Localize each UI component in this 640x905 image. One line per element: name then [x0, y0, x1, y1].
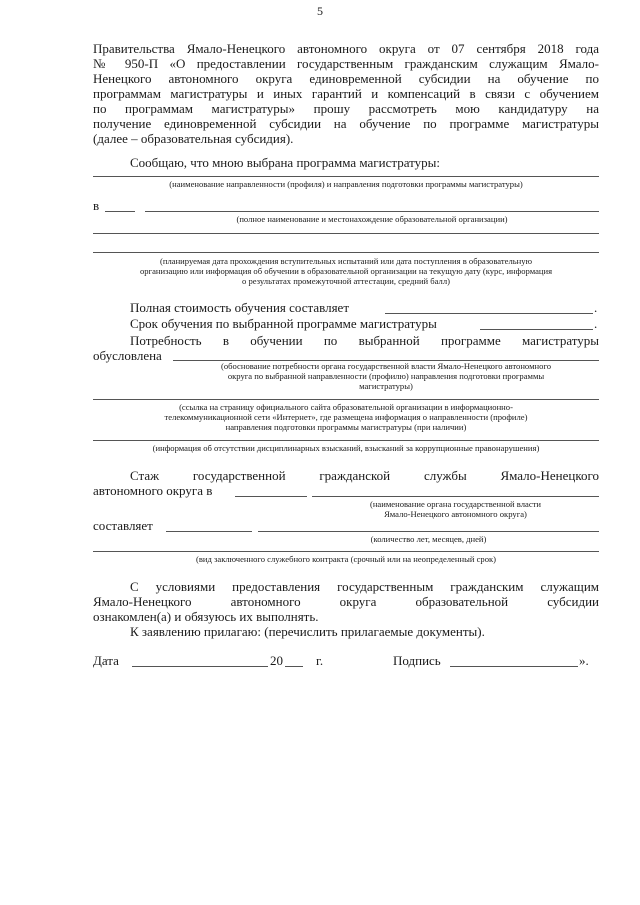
- intro-line: № 950-П «О предоставлении государственным гражданским служащим Ямало-: [93, 56, 599, 71]
- full-cost-label: Полная стоимость обучения составляет: [130, 300, 350, 315]
- caption-dates: организацию или информация об обучении в образовательной организации на текущую дату (курс, информация: [139, 266, 553, 276]
- cost-period: .: [594, 300, 598, 315]
- conditions-line: С условиями предоставления государственным гражданским служащим: [130, 579, 599, 594]
- attach-line: К заявлению прилагаю: (перечислить прилагаемые документы).: [130, 624, 485, 639]
- direction-field-line[interactable]: [93, 176, 599, 177]
- stazh-line: Стаж государственной гражданской службы Ямало-Ненецкого: [130, 468, 599, 483]
- conditions-line: ознакомлен(а) и обязуюсь их выполнять.: [93, 609, 319, 624]
- year-prefix: 20: [270, 653, 283, 668]
- signature-field[interactable]: [450, 666, 578, 667]
- organ-field-line[interactable]: [312, 496, 599, 497]
- org-short-line[interactable]: [105, 211, 135, 212]
- dates-field-line-2[interactable]: [93, 252, 599, 253]
- stazh-short-field[interactable]: [235, 496, 307, 497]
- intro-line: (далее – образовательная субсидия).: [93, 131, 294, 146]
- intro-line: по программам магистратуры» прошу рассмотреть мою кандидатуру на: [93, 101, 599, 116]
- caption-organ: Ямало-Ненецкого автономного округа): [384, 509, 527, 519]
- caption-organ: (наименование органа государственной власти: [369, 499, 542, 509]
- date-label: Дата: [93, 653, 119, 668]
- intro-line: программам магистратуры и иных гарантий и компенсаций в связи с обучением: [93, 86, 599, 101]
- duration-label: Срок обучения по выбранной программе магистратуры: [130, 316, 437, 331]
- intro-line: получение единовременной субсидии на обучение по программе магистратуры: [93, 116, 599, 131]
- caption-direction: (наименование направленности (профиля) и направления подготовки программы магистратуры): [169, 179, 523, 189]
- caption-contract: (вид заключенного служебного контракта (срочный или на неопределенный срок): [195, 554, 497, 564]
- dates-field-line-1[interactable]: [93, 233, 599, 234]
- years-field-line[interactable]: [258, 531, 599, 532]
- sostavlyaet-label: составляет: [93, 518, 153, 533]
- caption-disciplinary: (информация об отсутствии дисциплинарных взысканий, взысканий за коррупционные правонарушения): [152, 443, 540, 453]
- caption-link: (ссылка на страницу официального сайта образовательной организации в информационно-: [179, 402, 513, 412]
- years-short-field[interactable]: [166, 531, 252, 532]
- date-field[interactable]: [132, 666, 268, 667]
- disciplinary-field-line[interactable]: [93, 440, 599, 441]
- duration-field[interactable]: [480, 329, 593, 330]
- full-cost-field[interactable]: [385, 313, 593, 314]
- intro-line: Ненецкого автономного округа единовременной субсидии на обучение по: [93, 71, 599, 86]
- contract-field-line[interactable]: [93, 551, 599, 552]
- v-prefix: в: [93, 198, 100, 213]
- need-line: Потребность в обучении по выбранной программе магистратуры: [130, 333, 599, 348]
- intro-line: Правительства Ямало-Ненецкого автономного округа от 07 сентября 2018 года: [93, 41, 599, 56]
- caption-need: магистратуры): [359, 381, 413, 391]
- caption-need: (обоснование потребности органа государственной власти Ямало-Ненецкого автономного: [220, 361, 552, 371]
- stazh-line-2: автономного округа в: [93, 483, 213, 498]
- caption-link: телекоммуникационной сети «Интернет», где размещена информация о направленности (профиле): [164, 412, 528, 422]
- caption-dates: (планируемая дата прохождения вступительных испытаний или дата поступления в образовательную: [160, 256, 532, 266]
- page-number: 5: [317, 4, 323, 18]
- closing-quote: ».: [579, 653, 589, 668]
- org-field-line[interactable]: [145, 211, 599, 212]
- caption-years: (количество лет, месяцев, дней): [370, 534, 487, 544]
- year-field[interactable]: [285, 666, 303, 667]
- conditions-line: Ямало-Ненецкого автономного округа образовательной субсидии: [93, 594, 599, 609]
- link-field-line[interactable]: [93, 399, 599, 400]
- caption-need: округа по выбранной направленности (профилю) направления подготовки программы: [227, 371, 545, 381]
- signature-label: Подпись: [393, 653, 441, 668]
- caption-link: направления подготовки программы магистратуры (при наличии): [225, 422, 467, 432]
- duration-period: .: [594, 316, 598, 331]
- need-label: обусловлена: [93, 348, 162, 363]
- program-chosen-text: Сообщаю, что мною выбрана программа магистратуры:: [130, 155, 440, 170]
- caption-dates: о результатах промежуточной аттестации, средний балл): [242, 276, 450, 286]
- caption-org: (полное наименование и местонахождение образовательной организации): [236, 214, 508, 224]
- year-suffix: г.: [316, 653, 324, 668]
